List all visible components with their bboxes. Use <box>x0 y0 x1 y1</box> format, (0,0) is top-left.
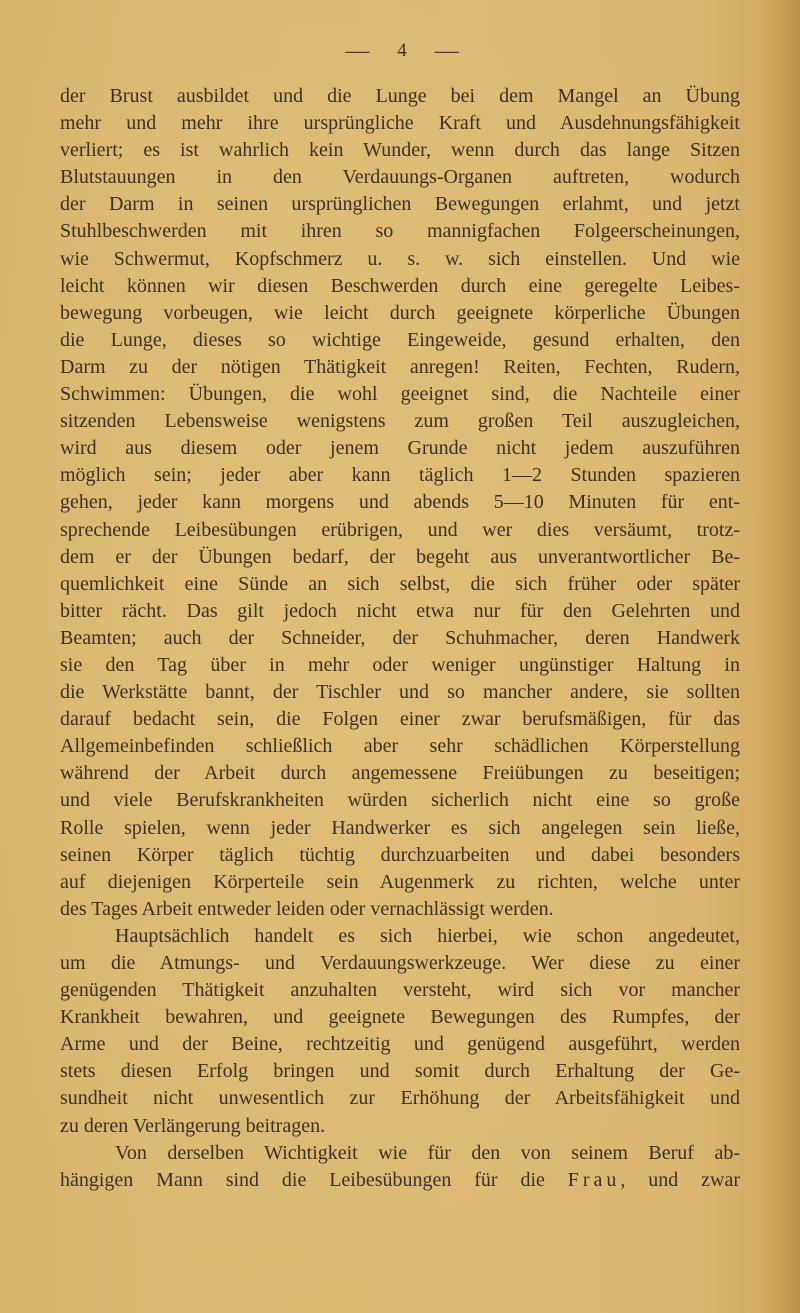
text-line: Schwimmen: Übungen, die wohl geeignet sind, die Nachteile einer <box>60 383 740 406</box>
paragraph-1 <box>60 83 740 923</box>
text-line: sprechende Leibesübungen erübrigen, und wer dies versäumt, trotz- <box>60 518 740 541</box>
body-text <box>60 83 740 1194</box>
text-line-paragraph-start: Hauptsächlich handelt es sich hierbei, wie schon angedeutet, <box>115 924 740 947</box>
text-line: sie den Tag über in mehr oder weniger ungünstiger Haltung in <box>60 653 740 676</box>
text-line: während der Arbeit durch angemessene Freiübungen zu beseitigen; <box>60 762 740 785</box>
text-fragment: hängigen Mann sind die Leibesübungen für die <box>60 1168 568 1191</box>
text-line: leicht können wir diesen Beschwerden durch eine geregelte Leibes- <box>60 274 740 297</box>
emphasized-word: Frau <box>567 1168 621 1191</box>
text-line: dem er der Übungen bedarf, der begeht aus unverantwortlicher Be- <box>60 545 740 568</box>
text-line: seinen Körper täglich tüchtig durchzuarbeiten und dabei besonders <box>60 843 740 866</box>
text-line: stets diesen Erfolg bringen und somit durch Erhaltung der Ge- <box>60 1060 740 1083</box>
text-line: Rolle spielen, wenn jeder Handwerker es sich angelegen sein ließe, <box>60 816 740 839</box>
text-line: Stuhlbeschwerden mit ihren so mannigfachen Folgeerscheinungen, <box>60 220 740 243</box>
text-line <box>60 1167 740 1194</box>
text-line: verliert; es ist wahrlich kein Wunder, wenn durch das lange Sitzen <box>60 139 740 162</box>
text-line: die Werkstätte bannt, der Tischler und so mancher andere, sie sollten <box>60 681 740 704</box>
text-line-paragraph-start: Von derselben Wichtigkeit wie für den von seinem Beruf ab- <box>115 1141 740 1164</box>
text-line: Allgemeinbefinden schließlich aber sehr schädlichen Körperstellung <box>60 735 740 758</box>
text-line: der Brust ausbildet und die Lunge bei dem Mangel an Übung <box>60 85 740 107</box>
page-number: 4 <box>397 40 407 61</box>
text-line: und viele Berufskrankheiten würden sicherlich nicht eine so große <box>60 789 740 812</box>
text-line: möglich sein; jeder aber kann täglich 1—2 Stunden spazieren <box>60 464 740 487</box>
text-line-paragraph-end: zu deren Verlängerung beitragen. <box>60 1114 326 1137</box>
text-line: Beamten; auch der Schneider, der Schuhmacher, deren Handwerk <box>60 626 740 649</box>
text-line: bewegung vorbeugen, wie leicht durch geeignete körperliche Übungen <box>60 301 740 324</box>
page-number-right-dash: — <box>434 38 459 64</box>
text-line: darauf bedacht sein, die Folgen einer zwar berufsmäßigen, für das <box>60 708 740 731</box>
text-line: wird aus diesem oder jenem Grunde nicht jedem auszuführen <box>60 437 740 460</box>
paragraph-3 <box>60 1140 740 1194</box>
paragraph-2 <box>60 923 740 1140</box>
text-line: sitzenden Lebensweise wenigstens zum großen Teil auszugleichen, <box>60 410 740 433</box>
text-line: die Lunge, dieses so wichtige Eingeweide, gesund erhalten, den <box>60 328 740 351</box>
page-number-left-dash: — <box>345 38 370 64</box>
text-line: quemlichkeit eine Sünde an sich selbst, die sich früher oder später <box>60 572 740 595</box>
text-line: wie Schwermut, Kopfschmerz u. s. w. sich einstellen. Und wie <box>60 247 740 270</box>
text-line: gehen, jeder kann morgens und abends 5—10 Minuten für ent- <box>60 491 740 514</box>
text-line: genügenden Thätigkeit anzuhalten versteht, wird sich vor mancher <box>60 979 740 1002</box>
text-line: Blutstauungen in den Verdauungs-Organen auftreten, wodurch <box>60 166 740 189</box>
text-line: Krankheit bewahren, und geeignete Bewegungen des Rumpfes, der <box>60 1006 740 1029</box>
text-line: bitter rächt. Das gilt jedoch nicht etwa nur für den Gelehrten und <box>60 599 740 622</box>
text-line: der Darm in seinen ursprünglichen Bewegungen erlahmt, und jetzt <box>60 193 740 216</box>
text-line: Darm zu der nötigen Thätigkeit anregen! Reiten, Fechten, Rudern, <box>60 355 740 378</box>
text-line: mehr und mehr ihre ursprüngliche Kraft und Ausdehnungsfähigkeit <box>60 112 740 135</box>
text-line: um die Atmungs- und Verdauungswerkzeuge. Wer diese zu einer <box>60 952 740 974</box>
text-line-paragraph-end: des Tages Arbeit entweder leiden oder vernachlässigt werden. <box>60 897 554 920</box>
page-number-header <box>0 38 800 64</box>
text-fragment: , und zwar <box>620 1168 741 1191</box>
text-line: Arme und der Beine, rechtzeitig und genügend ausgeführt, werden <box>60 1033 740 1056</box>
text-line: sundheit nicht unwesentlich zur Erhöhung der Arbeitsfähigkeit und <box>60 1087 740 1110</box>
text-line: auf diejenigen Körperteile sein Augenmerk zu richten, welche unter <box>60 870 740 893</box>
